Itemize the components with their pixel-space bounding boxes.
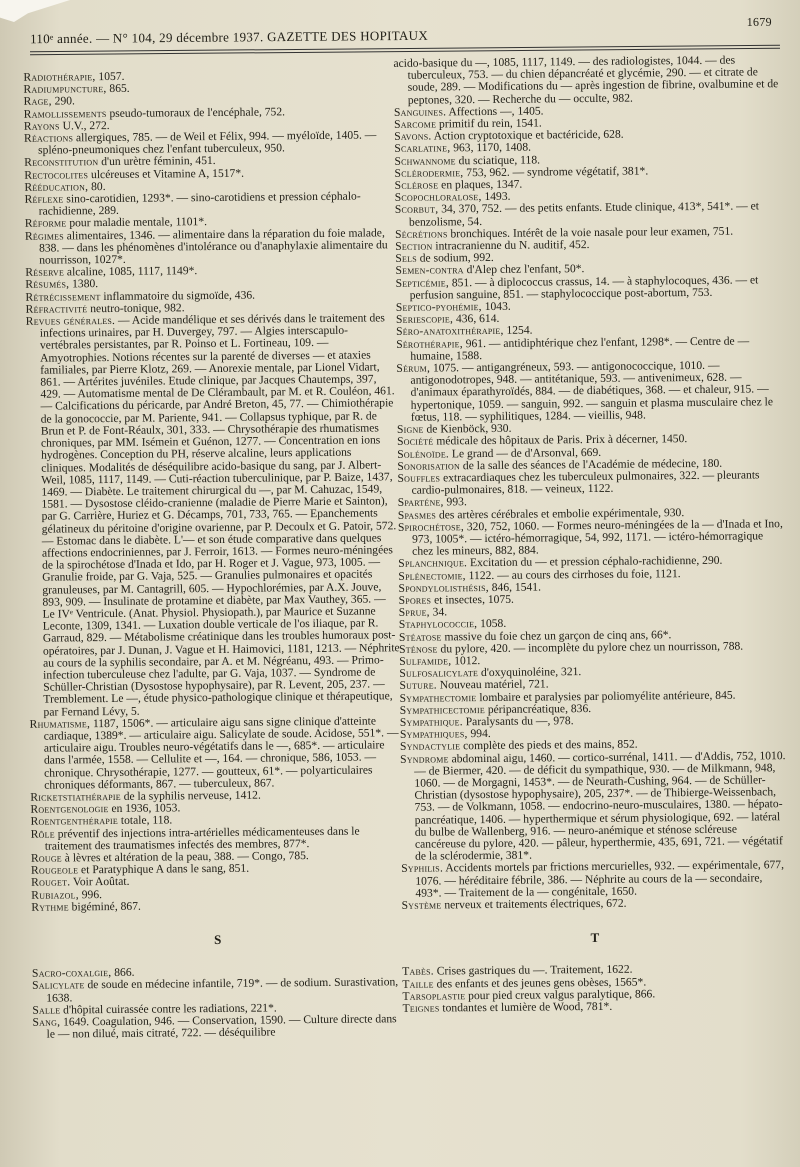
index-text: 1254.	[503, 324, 533, 338]
index-text: acido-basique du —, 1085, 1117, 1149. — des radiologistes, 1044. — des tuberculeux, 753. — du chien dépancréaté et glycémie, 290. — et citrate de soude, 289. — Modifications du — après ingestion de fibrine, ovalbumine et de peptones, 320. — Recherche du — occulte, 982.	[393, 53, 779, 107]
index-term: Sulfosalicylate	[399, 666, 479, 681]
index-term: Sanguines.	[393, 105, 447, 119]
index-text: 1058.	[477, 617, 507, 631]
index-text: de soude en médecine infantile, 719*. — de sodium. Surastivation, 1638.	[46, 975, 399, 1005]
index-text: Voir Aoûtat.	[70, 875, 130, 889]
index-text: 1649. Coagulation, 946. — Conservation, 1590. — Culture directe dans le — non dilué, mais citraté, 722. — déséquilibre	[46, 1012, 397, 1041]
index-term: Réserve	[25, 265, 65, 280]
index-term: Sympathique.	[399, 715, 463, 729]
index-text: 994.	[467, 727, 491, 741]
page-number: 1679	[746, 14, 772, 29]
index-text: 1012.	[451, 654, 481, 668]
index-text: et Paratyphique A dans le sang, 851.	[78, 861, 250, 877]
index-text: extracardiaques chez les tuberculeux pulmonaires, 322. — pleurants cardio-pulmonaires, 818. — veineux, 1122.	[411, 468, 760, 497]
index-term: Teignes	[402, 1001, 440, 1015]
index-entry	[25, 190, 397, 218]
index-term: Régimes	[24, 229, 64, 243]
index-text: sino-carotidien, 1293*. — sino-carotidiens et pression céphalo-rachidienne, 289.	[38, 189, 361, 218]
index-text: lombaire et paralysies par poliomyélite antérieure, 845.	[476, 688, 736, 704]
index-text: 1122. — au cours des cirrhoses du foie, 1121.	[465, 566, 681, 582]
index-term: Syphilis.	[401, 861, 444, 876]
index-text: 80.	[88, 179, 106, 194]
index-term: Rétrécissement	[25, 289, 101, 304]
index-text: de Kienböck, 930.	[423, 421, 512, 436]
index-text: 866.	[111, 966, 135, 980]
index-term: Scarlatine,	[394, 141, 451, 156]
index-text: Paralysants du —, 978.	[462, 714, 574, 729]
index-term: Syndrome	[400, 751, 449, 766]
index-term: Salle	[32, 1003, 61, 1017]
index-term: Rouge	[30, 851, 62, 865]
index-text: des artères cérébrales et embolie expérimentale, 930.	[435, 505, 685, 522]
index-term: Sympathiques,	[399, 727, 468, 742]
index-text: d'hôpital cuirassée contre les radiations, 221*.	[60, 1001, 277, 1017]
index-term: Sprue,	[398, 605, 430, 619]
header-title: 110ᵉ année. — N° 104, 29 décembre 1937. GAZETTE DES HOPITAUX	[29, 27, 429, 47]
index-text: 1187, 1506*. — articulaire aigu sans signe clinique d'atteinte cardiaque, 1389*. — articulaire aigu. Salicylate de soude. Acidose, 551*. — articulaire aigu. Troubles neuro-végétatifs dans le —, 685*. — articulaire dans l'armée, 1558. — Cellulite et —, 164. — chronique, 586, 1053. — chronique. Chrysothérapie, 1277. — goutteux, 61*. — polyarticulaires chroniques déformants, 867. — tuberculeux, 867.	[43, 714, 399, 792]
index-text: 851. — à diplococcus crassus, 14. — à staphylocoques, 436. — et perfusion sanguine, 851. — staphylococcique post-abortum, 753.	[409, 273, 759, 302]
index-text: primitif du rein, 1541.	[436, 116, 542, 131]
index-entry	[396, 335, 782, 363]
index-text: 34, 370, 752. — des petits enfants. Etude clinique, 413*, 541*. — et benzolisme, 54.	[408, 199, 760, 229]
index-term: Société	[397, 434, 434, 449]
index-term: Reconstitution	[24, 155, 99, 170]
index-entry	[26, 312, 402, 718]
index-term: Rougeole	[30, 863, 79, 877]
index-term: Syndactylie	[399, 739, 461, 754]
index-term: Semen-contra	[395, 263, 464, 278]
index-term: Souffles	[397, 471, 441, 485]
index-text: préventif des injections intra-artérielles médicamenteuses dans le traitement des traumatismes infectés des membres, 877*.	[44, 824, 360, 853]
index-term: Séro-anatoxithérapie,	[395, 324, 504, 339]
index-term: Résumés,	[25, 277, 70, 292]
index-term: Seriescopie,	[395, 312, 454, 327]
index-text: d'oxyquinoléine, 321.	[478, 665, 582, 680]
index-term: Savons.	[394, 129, 432, 144]
index-term: Roentgenologie	[30, 802, 109, 816]
index-entry	[401, 896, 787, 912]
index-term: Sarcome	[393, 117, 437, 131]
index-term: Système	[401, 898, 442, 912]
index-term: Sacro-coxalgie,	[31, 966, 112, 980]
index-term: Sérum,	[396, 361, 431, 375]
index-text: neutro-tonique, 982.	[87, 301, 185, 316]
index-term: Réflexe	[24, 192, 64, 206]
index-entry	[25, 227, 397, 267]
index-text: péripancréatique, 836.	[484, 701, 592, 716]
index-term: Sels	[395, 251, 417, 266]
index-term: Sympathicectomie	[399, 702, 485, 717]
index-term: Réactions	[23, 131, 74, 145]
index-term: Sang,	[32, 1015, 61, 1029]
index-term: Rayons	[23, 119, 60, 133]
index-text: 1057.	[95, 69, 125, 84]
index-term: Radiumpuncture,	[23, 82, 107, 97]
index-entry	[396, 359, 783, 424]
index-text: et insectes, 1075.	[431, 592, 514, 607]
index-text: du pylore, 420. — incomplète du pylore chez un nourrisson, 788.	[437, 639, 744, 656]
index-entry	[31, 898, 403, 914]
index-text: 1380.	[69, 277, 99, 291]
index-text: pour pied creux valgus paralytique, 866.	[465, 987, 656, 1003]
index-text: Nouveau matériel, 721.	[436, 677, 549, 692]
index-text: 865.	[106, 81, 130, 96]
index-term: Septicémie,	[395, 276, 449, 290]
section-heading-t: T	[590, 930, 600, 946]
index-term: Rubiazol,	[31, 887, 79, 902]
index-entry	[398, 518, 784, 558]
index-text: 1075. — antigangréneux, 593. — antigonococcique, 1010. — antigonodotropes, 948. — antitétanique, 593. — antivenimeux, 628. — d'animaux éparathyroïdés, 884. — de diabétiques, 368. — et chaleur, 915. — hypertonique, 1059. — sanguin, 992. — sanguin et plasma musculaire chez le fœtus, 118. — syphilitiques, 1284. — vieillis, 948.	[410, 358, 774, 424]
index-term: Solénoïde.	[397, 446, 450, 461]
index-text: Le grand — de d'Arsonval, 669.	[448, 445, 602, 460]
left-column	[23, 68, 404, 1041]
section-heading-s: S	[213, 931, 222, 948]
index-term: Rage,	[23, 94, 52, 109]
index-term: Splanchnique.	[398, 556, 468, 571]
index-text: Affections —, 1405.	[446, 104, 544, 119]
index-text: Accidents mortels par frictions mercurielles, 932. — expérimentale, 677, 1076. — héréditaire fébrile, 386. — Néphrite au cours de la — secondaire, 493*. — Traitement de la — congénitale, 1650.	[415, 858, 785, 900]
index-text: bronchiques. Intérêt de la voie nasale pour leur examen, 751.	[447, 224, 734, 241]
index-term: Spondylolisthésis,	[398, 580, 489, 595]
index-term: Schwannome	[394, 153, 456, 168]
index-text: à lèvres et altération de la peau, 388. — Congo, 785.	[61, 849, 309, 865]
index-term: Rééducation,	[24, 180, 89, 194]
index-text: pseudo-tumoraux de l'encéphale, 752.	[106, 104, 286, 120]
index-term: Rôle	[30, 827, 55, 841]
index-term: Spores	[398, 593, 432, 607]
index-term: Scopochloralose,	[394, 190, 482, 205]
index-term: Scorbut,	[394, 202, 439, 217]
index-term: Ricketstiathérapie	[30, 789, 121, 804]
index-text: ulcéreuses et Vitamine A, 1517*.	[88, 166, 245, 181]
index-term: Salicylate	[32, 978, 85, 993]
index-entry	[393, 54, 779, 107]
index-text: 996.	[78, 887, 103, 901]
index-text: d'un urètre féminin, 451.	[98, 154, 216, 169]
index-term: Spasmes	[397, 508, 437, 522]
index-term: Sclérose	[394, 178, 439, 192]
index-term: Rhumatisme,	[29, 716, 91, 731]
index-entry	[402, 999, 788, 1015]
index-text: U.V., 272.	[59, 118, 110, 133]
index-text: tondantes et lumière de Wood, 781*.	[439, 999, 613, 1015]
index-term: Sulfamide,	[399, 654, 452, 668]
index-text: du sciatique, 118.	[455, 153, 541, 167]
index-text: d'Alep chez l'enfant, 50*.	[463, 262, 585, 277]
index-term: Rectocolites	[24, 167, 89, 182]
index-term: Radiothérapie,	[23, 70, 96, 84]
index-term: Taille	[402, 977, 434, 991]
index-entry	[400, 750, 787, 864]
index-text: 1493.	[481, 189, 511, 204]
index-text: nerveux et traitements électriques, 672.	[441, 896, 627, 912]
index-entry	[32, 977, 404, 1005]
index-term: Stéatose	[398, 629, 442, 644]
index-entry	[32, 1013, 404, 1041]
index-text: de la syphilis nerveuse, 1412.	[120, 788, 261, 803]
index-entry	[31, 825, 403, 853]
index-term: Splénectomie,	[398, 568, 466, 583]
index-text: inflammatoire du sigmoïde, 436.	[100, 288, 256, 303]
index-text: de sodium, 992.	[416, 251, 494, 265]
index-term: Tabès.	[402, 964, 434, 979]
index-term: Staphylococcie,	[398, 617, 478, 632]
index-text: totale, 118.	[117, 813, 173, 828]
index-text: alcaline, 1085, 1117, 1149*.	[63, 264, 198, 279]
index-entry	[401, 860, 787, 900]
index-text: Crises gastriques du —. Traitement, 1622.	[433, 963, 633, 978]
index-term: Sérothérapie,	[396, 336, 463, 351]
index-term: Ramollissements	[23, 106, 107, 121]
index-text: 320, 752, 1060. — Formes neuro-méningées de la — d'Inada et Ino, 973, 1005*. — ictéro-hémorragique, 54, 992, 1171. — ictéro-hémorragique chez les mineurs, 882, 884.	[411, 516, 783, 558]
index-text: intracranienne du N. auditif, 452.	[432, 238, 590, 253]
index-text: Excitation du — et pression céphalo-rachidienne, 290.	[467, 554, 723, 570]
index-entry	[30, 715, 403, 792]
index-term: Rythme	[31, 900, 69, 914]
right-column	[393, 54, 788, 1015]
index-entry	[397, 469, 783, 497]
index-entry	[396, 274, 782, 302]
index-text: allergiques, 785. — de Weil et Félix, 994. — myéloïde, 1405. — spléno-pneumoniques chez l'enfant tuberculeux, 950.	[38, 128, 377, 157]
index-entry	[24, 129, 396, 157]
index-term: Spirochétose,	[397, 519, 465, 534]
index-text: complète des pieds et des mains, 852.	[460, 737, 638, 753]
index-text: 961. — antidiphtérique chez l'enfant, 1298*. — Centre de — humaine, 1588.	[410, 334, 750, 363]
index-text: 993.	[443, 495, 467, 509]
index-text: en 1936, 1053.	[108, 801, 181, 816]
index-text: 753, 962. — syndrome végétatif, 381*.	[463, 164, 649, 180]
index-term: Rouget.	[31, 875, 71, 890]
index-term: Sécrétions	[395, 227, 448, 241]
index-text: bigéminé, 867.	[68, 899, 141, 914]
index-text: alimentaires, 1346. — alimentaire dans la réparation du foie malade, 838. — dans les phénomènes d'intolérance ou d'anaphylaxie alimentaire du nourrisson, 1027*.	[38, 225, 388, 267]
index-term: Sténose	[399, 642, 438, 656]
index-term: Septico-pyohémie,	[395, 300, 482, 314]
index-text: de la salle des séances de l'Académie de médecine, 180.	[459, 456, 723, 472]
index-term: Roentgenthérapie	[30, 814, 118, 829]
index-text: 846, 1541.	[488, 580, 542, 594]
index-term: Sonorisation	[397, 458, 461, 473]
index-text: 290.	[51, 94, 75, 108]
index-term: Revues générales.	[25, 314, 116, 328]
index-text: médicale des hôpitaux de Paris. Prix à décerner, 1450.	[433, 432, 688, 448]
index-text: 436, 614.	[452, 312, 500, 326]
index-term: Réfractivité	[25, 302, 88, 316]
index-term: Sclérodermie,	[394, 166, 464, 180]
s-entries	[32, 964, 405, 1041]
index-text: 1043.	[481, 299, 511, 314]
torn-corner	[0, 0, 70, 22]
index-term: Suture.	[399, 678, 437, 693]
left-entries	[23, 68, 403, 914]
index-term: Sympathectomie	[399, 690, 477, 705]
index-text: — Acide mandélique et ses dérivés dans le traitement des infections urinaires, par H. Duvergey, 797. — Algies interscapulo-vertébrales persistantes, par R. Poinso et L. Fortineau, 109. — Amyotrophies. Notions récentes sur la parenté de diverses — et ataxies familiales, par Pierre Klotz, 269. — Anorexie mentale, par Lionel Vidart, 861. — Artérites juvéniles. Etude clinique, par Jacques Chautemps, 397, 429. — Automatisme mental de De Clérambault, par M. et R. Couléon, 461. — Calcifications du péricarde, par André Breton, 45, 77. — Chimiothérapie de la gonococcie, par M. Pariente, 941. — Collapsus typhique, par R. de Brun et P. de Font-Réaulx, 301, 333. — Chrysothérapie des rhumatismes chroniques, par MM. Isémein et Guénon, 1277. — Concentration en ions hydrogènes. Conception du PH, réserve alcaline, leurs applications cliniques. Modalités de déséquilibre acido-basique du sang, par J. Albert-Weil, 1085, 1117, 1149. — Cuti-réaction tuberculinique, par P. Baize, 1437, 1469. — Diabète. Le traitement chirurgical du —, par M. Cahuzac, 1549, 1581. — Dysostose cléido-cranienne (maladie de Pierre Marie et Sainton), par G. Carrière, Huriez et G. Décamps, 701, 733, 765. — Epanchements gélatineux du péritoine d'origine ovarienne, par P. Decoulx et G. Patoir, 572. — Estomac dans le diabète. L'— et son étude comparative dans quelques affections endocriniennes, par J. Ferroir, 1613. — Formes neuro-méningées de la spirochétose d'Inada et Ido, par H. Roger et J. Vague, 973, 1005. — Granulie froide, par G. Vaja, 525. — Granulies pulmonaires et opacités granuleuses, par M. Cantagrill, 605. — Hypochlorémies, par A.X. Jouve, 893, 909. — Insulinate de protamine et diabète, par Max Vauthey, 365. — Le IVᵉ Ventricule. (Anat. Physiol. Physiopath.), par Maurice et Suzanne Leconte, 1309, 1341. — Luxation double verticale de l'os iliaque, par R. Garraud, 829. — Métabolisme créatinique dans les troubles humoraux post-opératoires, par J. Dunan, J. Vague et H. Haimovici, 1181, 1213. — Néphrite au cours de la syphilis secondaire, par A. et M. Négréanu, 493. — Primo-infection tuberculeuse chez l'adulte, par G. Vaja, 1037. — Syndrome de Schüller-Christian (Dysostose hypophysaire), par R. Levent, 205, 237. — Tremblement. Le —, étude physico-pathologique clinique et thérapeutique, par Fernand Lévy, 5.	[39, 311, 400, 719]
index-text: en plaques, 1347.	[438, 177, 523, 192]
t-entries	[402, 963, 788, 1016]
index-term: Tarsoplastie	[402, 989, 466, 1003]
index-text: des enfants et des jeunes gens obèses, 1565*.	[433, 975, 647, 991]
index-text: 34.	[429, 605, 448, 619]
index-text: 963, 1170, 1408.	[450, 140, 532, 155]
index-term: Section	[395, 239, 433, 253]
index-term: Réforme	[24, 216, 67, 231]
index-text: massive du foie chez un garçon de cinq ans, 66*.	[441, 627, 672, 643]
right-entries	[393, 54, 787, 912]
index-text: abdominal aigu, 1460. — cortico-surrénal, 1411. — d'Addis, 752, 1010. — de Biermer, 420. — de déficit du sympathique, 930. — de Milkmann, 948, 1060. — de Morgagni, 1453*. — de Neurath-Cushing, 964. — de Schüller-Christian (dysostose hypophysaire), 205, 237*. — de Thibierge-Weissenbach, 753. — de Volkmann, 1058. — endocrino-neuro-musculaires, 1380. — hépato-pancréatique, 1406. — hyperthermique et sérum physiologique, 692. — latéral du bulbe de Wallenberg, 916. — neuro-anémique et sténose scléreuse cancéreuse du pylore, 420. — pâleur, hyperthermie, 435, 691, 721. — végétatif de la sclérodermie, 381*.	[414, 748, 786, 863]
index-text: Action cryptotoxique et bactéricide, 628.	[431, 127, 624, 143]
index-term: Sparténe,	[397, 495, 444, 510]
index-text: pour maladie mentale, 1101*.	[66, 215, 208, 230]
index-term: Signe	[396, 422, 424, 436]
